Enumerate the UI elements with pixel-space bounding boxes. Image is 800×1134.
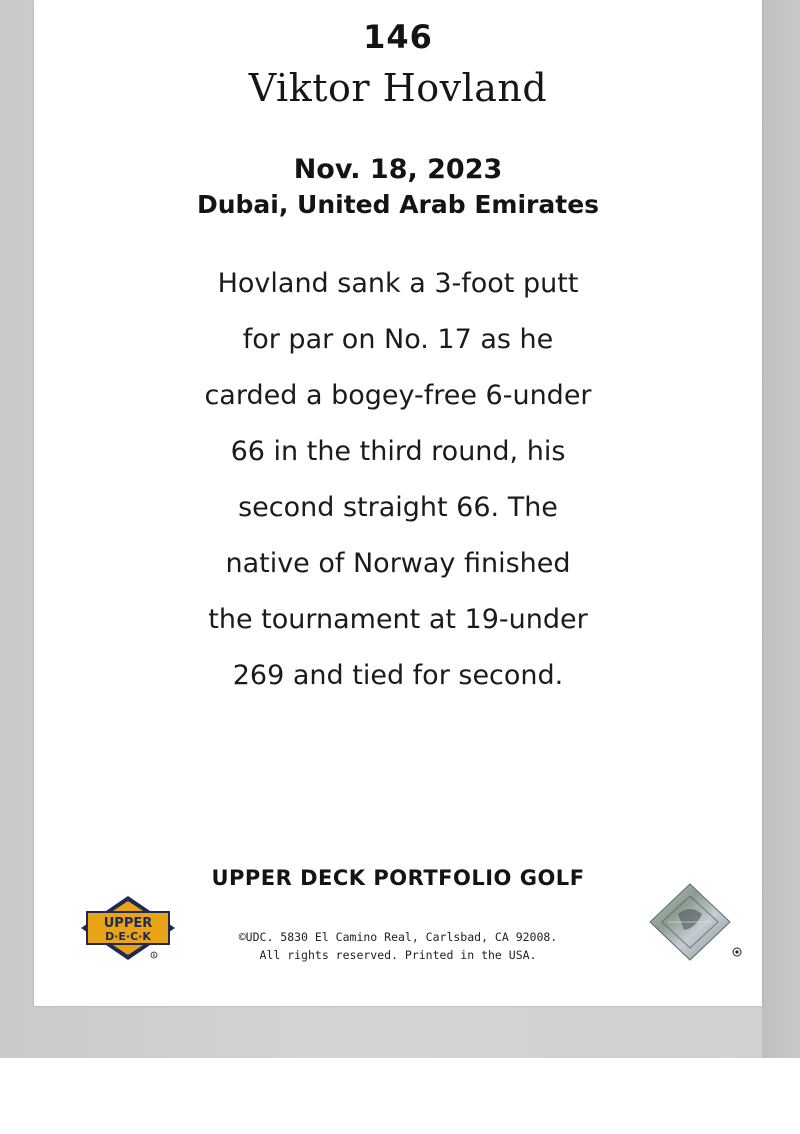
- set-name: UPPER DECK PORTFOLIO GOLF: [211, 866, 585, 890]
- upper-deck-logo-icon: [80, 895, 176, 961]
- bio-text: [34, 262, 762, 710]
- bio-line: the tournament at 19-under: [208, 604, 588, 635]
- copyright-line: ©UDC. 5830 El Camino Real, Carlsbad, CA 92008.: [238, 930, 558, 944]
- logo-text-bottom: D·E·C·K: [105, 930, 151, 943]
- event-location: Dubai, United Arab Emirates: [196, 190, 600, 219]
- scan-edge-strip: [762, 0, 800, 1058]
- bio-line: 66 in the third round, his: [230, 436, 566, 467]
- logo-text-top: UPPER: [103, 916, 153, 931]
- player-name: Viktor Hovland: [248, 66, 548, 110]
- bio-line: second straight 66. The: [238, 492, 558, 523]
- svg-text:R: R: [152, 953, 156, 958]
- event-date: Nov. 18, 2023: [293, 154, 503, 185]
- bio-line: carded a bogey-free 6-under: [204, 380, 592, 411]
- trading-card-back: [34, 0, 762, 1006]
- hologram-sticker-icon: [648, 882, 744, 964]
- card-number: 146: [363, 18, 433, 56]
- bio-line: 269 and tied for second.: [232, 660, 564, 691]
- bio-line: native of Norway finished: [225, 548, 571, 579]
- bio-line: for par on No. 17 as he: [242, 324, 554, 355]
- bio-line: Hovland sank a 3-foot putt: [217, 268, 579, 299]
- copyright-line: All rights reserved. Printed in the USA.: [259, 948, 537, 962]
